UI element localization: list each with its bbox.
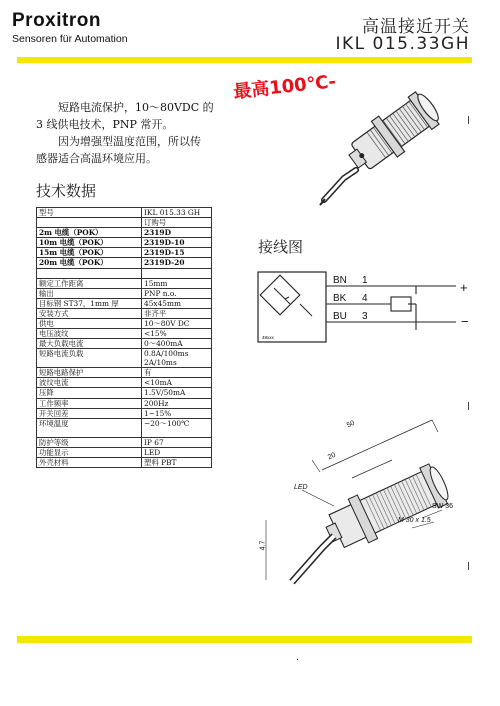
dimension-drawing	[262, 410, 472, 590]
margin-mark-2	[468, 402, 469, 410]
spec-row	[37, 218, 212, 228]
spec-label: 目标钢 ST37，1mm 厚	[37, 298, 142, 308]
spec-row	[37, 268, 212, 278]
spec-value-text: 45x45mm	[144, 298, 181, 308]
spec-value	[142, 278, 212, 288]
spec-value	[142, 418, 212, 437]
spec-value-text: 2319D-10	[144, 238, 185, 248]
spec-value-text: 0.8A/100ms	[144, 349, 189, 359]
spec-value	[142, 447, 212, 457]
spec-value	[142, 457, 212, 467]
spec-value-text: 2319D-15	[144, 248, 185, 258]
spec-value-text: 有	[144, 368, 152, 378]
spec-value	[142, 208, 212, 218]
spec-label: 10m 电缆（POK）	[37, 238, 142, 248]
spec-value-text: IKL 015.33 GH	[144, 208, 201, 217]
product-model: IKL 015.33GH	[335, 34, 470, 54]
spec-label	[37, 218, 142, 228]
spec-value	[142, 308, 212, 318]
spec-value	[142, 318, 212, 328]
spec-label	[37, 268, 142, 278]
spec-row	[37, 447, 212, 457]
spec-value	[142, 339, 212, 349]
spec-value-text: 2319D	[144, 228, 171, 238]
spec-value-text: 10～80V DC	[144, 318, 190, 328]
spec-value	[142, 228, 212, 238]
spec-row	[37, 258, 212, 268]
spec-label: 输出	[37, 288, 142, 298]
spec-value	[142, 258, 212, 268]
spec-row	[37, 228, 212, 238]
spec-row	[37, 408, 212, 418]
spec-label: 短路电路保护	[37, 368, 142, 378]
spec-row	[37, 339, 212, 349]
spec-value-text: 15mm	[144, 278, 168, 288]
spec-value	[142, 288, 212, 298]
footer-mark: .	[296, 653, 299, 663]
wire-bn-label: BN	[333, 275, 347, 286]
spec-label: 15m 电缆（POK）	[37, 248, 142, 258]
minus-pole: −	[461, 314, 469, 329]
spec-row	[37, 368, 212, 378]
spec-label: 压降	[37, 388, 142, 398]
spec-label: 工作频率	[37, 398, 142, 408]
spec-label: 外壳材料	[37, 457, 142, 467]
wire-bu-label: BU	[333, 311, 347, 322]
spec-value	[142, 408, 212, 418]
intro-line-1: 短路电流保护，10～80VDC 的	[58, 101, 214, 114]
spec-value-text: LED	[144, 447, 161, 457]
spec-value-text: <15%	[144, 329, 167, 339]
cable-diameter-label: 4.7	[259, 540, 267, 551]
spec-value-text: 2319D-20	[144, 258, 185, 268]
spec-value-text: 塑料 PBT	[144, 457, 177, 467]
spec-row	[37, 418, 212, 437]
spec-row	[37, 238, 212, 248]
sensor-product-image	[316, 78, 466, 210]
spec-row	[37, 248, 212, 258]
spec-value-text: IP 67	[144, 437, 164, 447]
spec-row	[37, 437, 212, 447]
margin-mark-1	[468, 116, 469, 124]
spec-label: 功能显示	[37, 447, 142, 457]
spec-value	[142, 437, 212, 447]
brand-tagline: Sensoren für Automation	[12, 33, 128, 45]
spec-label: 最大负载电流	[37, 339, 142, 349]
spec-row	[37, 349, 212, 368]
spec-label: 短路电流负载	[37, 349, 142, 368]
spec-table	[36, 207, 212, 468]
spec-row	[37, 388, 212, 398]
wire-bk-label: BK	[333, 293, 347, 304]
spec-value-text: −20～100℃	[144, 418, 190, 428]
product-title-cn: 高温接近开关	[362, 17, 470, 37]
spec-value	[142, 378, 212, 388]
spec-value-text-2: 2A/10ms	[144, 358, 177, 368]
spec-row	[37, 457, 212, 467]
spec-value-text: 非齐平	[144, 308, 167, 318]
spec-label: 安装方式	[37, 308, 142, 318]
max-temperature-note: 最高100℃-	[232, 71, 337, 103]
spec-value	[142, 298, 212, 308]
intro-line-2: 3 线供电技术，PNP 常开。	[36, 118, 174, 131]
wiring-heading: 接线图	[258, 238, 304, 256]
spec-label: 波纹电流	[37, 378, 142, 388]
spec-row	[37, 298, 212, 308]
spec-row	[37, 278, 212, 288]
wire-bu-pin: 3	[362, 311, 368, 322]
spec-label: 型号	[37, 208, 142, 218]
spec-value	[142, 349, 212, 368]
spec-value	[142, 248, 212, 258]
wrench-size-label: SW 36	[432, 503, 454, 510]
spec-value-text: PNP n.o.	[144, 288, 177, 298]
spec-value	[142, 388, 212, 398]
spec-row	[37, 318, 212, 328]
spec-label: 额定工作距离	[37, 278, 142, 288]
spec-row	[37, 288, 212, 298]
spec-value-text: <10mA	[144, 378, 172, 388]
spec-label: 开关回差	[37, 408, 142, 418]
spec-label: 电压波纹	[37, 329, 142, 339]
spec-label: 20m 电缆（POK）	[37, 258, 142, 268]
spec-value	[142, 268, 212, 278]
spec-label: 环境温度	[37, 418, 142, 437]
spec-value	[142, 329, 212, 339]
spec-label: 防护等级	[37, 437, 142, 447]
plus-pole: +	[460, 280, 468, 295]
spec-value	[142, 238, 212, 248]
spec-row	[37, 308, 212, 318]
spec-value-text: 0～400mA	[144, 339, 183, 349]
dim-thread-label: 20	[326, 451, 337, 462]
svg-text:48xxx: 48xxx	[262, 335, 274, 340]
wire-bk-pin: 4	[362, 293, 368, 304]
thread-size-label: M 30 x 1.5	[398, 517, 431, 524]
spec-value-text: 200Hz	[144, 398, 169, 408]
spec-value	[142, 368, 212, 378]
spec-value	[142, 398, 212, 408]
spec-value-text: 1~15%	[144, 408, 172, 418]
spec-value	[142, 218, 212, 228]
intro-line-4: 感器适合高温环境应用。	[36, 152, 157, 165]
spec-row	[37, 378, 212, 388]
led-label: LED	[294, 484, 308, 491]
spec-label: 2m 电缆（POK）	[37, 228, 142, 238]
header-bar	[17, 57, 472, 63]
spec-value-text: 订购号	[144, 218, 167, 228]
footer-bar	[17, 636, 472, 643]
dim-total-label: 50	[345, 419, 356, 430]
spec-row	[37, 398, 212, 408]
spec-value-text: 1.5V/50mA	[144, 388, 186, 398]
spec-label: 供电	[37, 318, 142, 328]
wire-bn-pin: 1	[362, 275, 368, 286]
spec-row	[37, 329, 212, 339]
spec-row	[37, 208, 212, 218]
brand-logo: Proxitron	[12, 10, 101, 31]
spec-heading: 技术数据	[36, 182, 97, 200]
intro-line-3: 因为增强型温度范围，所以传	[58, 135, 201, 148]
